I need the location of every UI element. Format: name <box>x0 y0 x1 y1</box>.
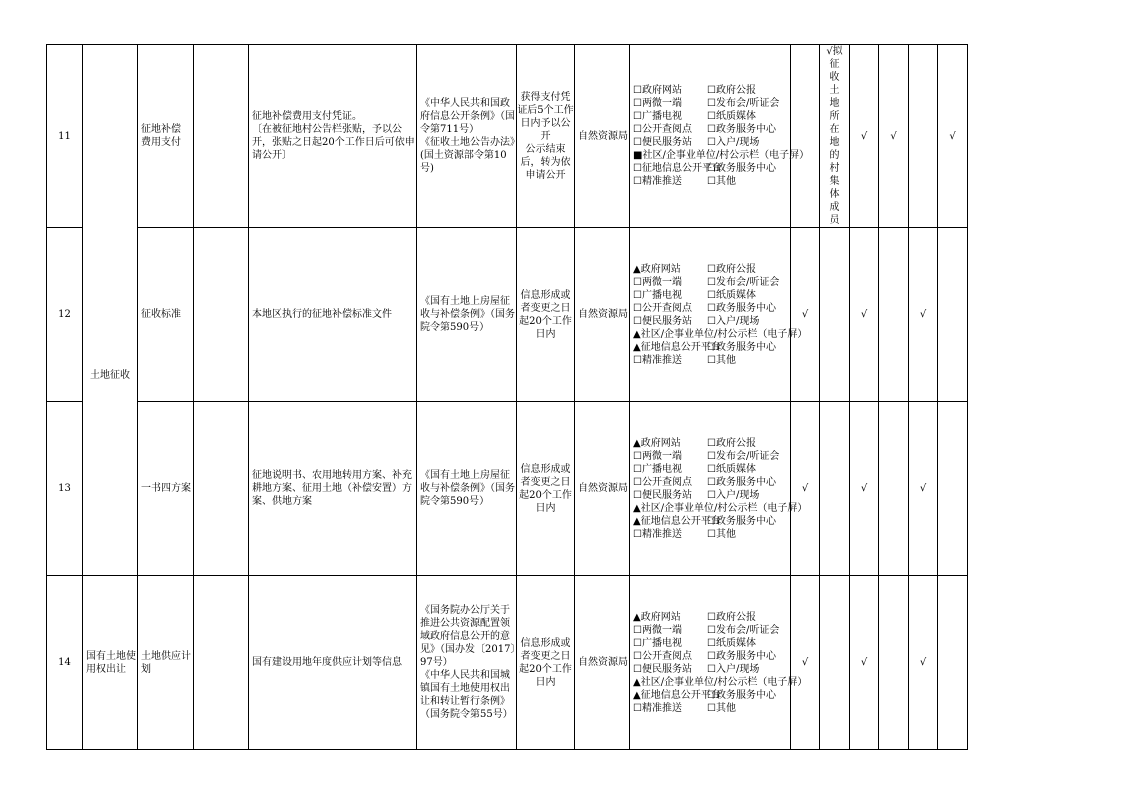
empty-cell <box>194 402 249 576</box>
channels-cell <box>630 402 808 576</box>
channel-item: ☐精准推送 <box>633 176 682 187</box>
channel-item: ☐精准推送 <box>633 354 682 366</box>
channel-item: ☐广播电视 <box>633 463 682 475</box>
main-category-cell: 土地征收 <box>83 45 138 576</box>
table-row <box>47 402 968 576</box>
channel-item: ☐政府公报 <box>707 263 756 275</box>
disclosure-table <box>46 44 968 750</box>
subject-cell: 自然资源局 <box>575 402 630 576</box>
mark-cell-6 <box>938 228 968 402</box>
time-limit-cell: 获得支付凭证后5个工作日内予以公开 公示结束后，转为依申请公开 <box>517 45 575 228</box>
channel-item: ☐广播电视 <box>633 111 682 122</box>
channel-item: ☐两微一端 <box>633 450 682 462</box>
time-limit-cell: 信息形成或者变更之日起20个工作日内 <box>517 228 575 402</box>
channel-item: ▲政府网站 <box>633 437 681 449</box>
channel-item: ☐政务服务中心 <box>707 341 776 353</box>
channel-item: ☐入户/现场 <box>707 137 760 148</box>
mark-cell-3: √ <box>850 402 879 576</box>
channel-item: ☐发布会/听证会 <box>707 624 780 636</box>
empty-cell <box>194 45 249 228</box>
channel-item: ☐广播电视 <box>633 637 682 649</box>
sub-category-cell: 土地供应计划 <box>138 576 194 750</box>
subject-cell: 自然资源局 <box>575 576 630 750</box>
channel-item: ☐精准推送 <box>633 528 682 540</box>
basis-cell: 《国有土地上房屋征收与补偿条例》（国务院令第590号） <box>417 228 517 402</box>
channel-item: ☐便民服务站 <box>633 489 692 501</box>
channel-item: ▲政府网站 <box>633 263 681 275</box>
subject-cell: 自然资源局 <box>575 228 630 402</box>
basis-cell: 《中华人民共和国政府信息公开条例》（国令第711号） 《征收土地公告办法》(国土资源部令第10号) <box>417 45 517 228</box>
main-category-cell: 国有土地使用权出让 <box>83 576 138 750</box>
mark-cell-2 <box>820 402 850 576</box>
channel-item: ☐公开查阅点 <box>633 476 692 488</box>
channel-item: ☐纸质媒体 <box>707 637 756 649</box>
channel-item: ☐政务服务中心 <box>707 515 776 527</box>
basis-cell: 《国有土地上房屋征收与补偿条例》（国务院令第590号） <box>417 402 517 576</box>
channel-item: ☐便民服务站 <box>633 137 692 148</box>
mark-cell-3: √ <box>850 45 879 228</box>
channel-item: ▲征地信息公开平台 <box>633 515 721 527</box>
time-limit-cell: 信息形成或者变更之日起20个工作日内 <box>517 576 575 750</box>
channel-item: ☐发布会/听证会 <box>707 98 780 109</box>
channel-item: ☐政府公报 <box>707 437 756 449</box>
mark-cell-5: √ <box>909 228 938 402</box>
channel-item: ☐两微一端 <box>633 98 682 109</box>
channel-item: ☐政务服务中心 <box>707 689 776 701</box>
channel-item: ☐发布会/听证会 <box>707 276 780 288</box>
channels-list <box>630 611 808 715</box>
channel-item: ☐入户/现场 <box>707 315 760 327</box>
channel-item: ☐公开查阅点 <box>633 124 692 135</box>
channel-item: ☐入户/现场 <box>707 489 760 501</box>
content-cell: 本地区执行的征地补偿标准文件 <box>249 228 417 402</box>
channel-item: ☐两微一端 <box>633 276 682 288</box>
row-number-cell: 13 <box>47 402 83 576</box>
mark-cell-4: √ <box>879 45 909 228</box>
channels-cell <box>630 45 810 228</box>
channel-item: ☐纸质媒体 <box>707 111 756 122</box>
channels-cell <box>630 576 808 750</box>
empty-cell <box>194 576 249 750</box>
channel-item: ▲政府网站 <box>633 611 681 623</box>
channels-list <box>630 263 808 367</box>
channels-list <box>630 84 810 188</box>
mark-cell-6: √ <box>938 45 968 228</box>
channel-item: ☐精准推送 <box>633 702 682 714</box>
row-number-cell: 12 <box>47 228 83 402</box>
channel-item: ▲征地信息公开平台 <box>633 341 721 353</box>
channel-item: ☐其他 <box>707 528 736 540</box>
mark-cell-1: √ <box>791 228 820 402</box>
sub-category-cell: 征地补偿 费用支付 <box>138 45 194 228</box>
channel-item: ☐纸质媒体 <box>707 463 756 475</box>
time-limit-cell: 信息形成或者变更之日起20个工作日内 <box>517 402 575 576</box>
mark-cell-2 <box>820 576 850 750</box>
mark-cell-3: √ <box>850 228 879 402</box>
channel-item: ☐公开查阅点 <box>633 650 692 662</box>
channel-item: ▲社区/企事业单位/村公示栏（电子屏） <box>633 502 808 514</box>
sub-category-cell: 征收标准 <box>138 228 194 402</box>
mark-cell-1 <box>791 45 820 228</box>
content-cell: 国有建设用地年度供应计划等信息 <box>249 576 417 750</box>
mark-cell-1: √ <box>791 402 820 576</box>
mark-cell-4 <box>879 402 909 576</box>
channel-item: ☐政务服务中心 <box>707 476 776 488</box>
channel-item: ☐两微一端 <box>633 624 682 636</box>
channel-item: ☐政府网站 <box>633 85 682 96</box>
table-row <box>47 228 968 402</box>
subject-cell: 自然资源局 <box>575 45 630 228</box>
channel-item: ■社区/企事业单位/村公示栏（电子屏） <box>633 150 810 161</box>
content-cell: 征地说明书、农用地转用方案、补充耕地方案、征用土地（补偿安置）方案、供地方案 <box>249 402 417 576</box>
channel-item: ☐征地信息公开平台 <box>633 163 722 174</box>
mark-cell-1: √ <box>791 576 820 750</box>
row-number-cell: 11 <box>47 45 83 228</box>
channel-item: ▲征地信息公开平台 <box>633 689 721 701</box>
channel-item: ☐政务服务中心 <box>707 163 776 174</box>
table-row <box>47 576 968 750</box>
mark-cell-6 <box>938 576 968 750</box>
row-number-cell: 14 <box>47 576 83 750</box>
channel-item: ▲社区/企事业单位/村公示栏（电子屏） <box>633 328 808 340</box>
mark-cell-4 <box>879 228 909 402</box>
channel-item: ▲社区/企事业单位/村公示栏（电子屏） <box>633 676 808 688</box>
channel-item: ☐发布会/听证会 <box>707 450 780 462</box>
channel-item: ☐其他 <box>707 176 736 187</box>
channel-item: ☐政务服务中心 <box>707 124 776 135</box>
sub-category-cell: 一书四方案 <box>138 402 194 576</box>
channels-cell <box>630 228 808 402</box>
mark-cell-2 <box>820 228 850 402</box>
channel-item: ☐政府公报 <box>707 85 756 96</box>
content-cell: 征地补偿费用支付凭证。 〔在被征地村公告栏张贴，予以公开，张贴之日起20个工作日后可依申请公开〕 <box>249 45 417 228</box>
channel-item: ☐便民服务站 <box>633 663 692 675</box>
channel-item: ☐政务服务中心 <box>707 650 776 662</box>
channel-item: ☐其他 <box>707 702 736 714</box>
mark-cell-3: √ <box>850 576 879 750</box>
channel-item: ☐广播电视 <box>633 289 682 301</box>
mark-cell-5 <box>909 45 938 228</box>
channel-item: ☐政务服务中心 <box>707 302 776 314</box>
mark-cell-2: √拟征收土地所在地的村集体成员 <box>820 45 850 228</box>
channel-item: ☐政府公报 <box>707 611 756 623</box>
mark-cell-6 <box>938 402 968 576</box>
channels-list <box>630 437 808 541</box>
channel-item: ☐公开查阅点 <box>633 302 692 314</box>
channel-item: ☐便民服务站 <box>633 315 692 327</box>
channel-item: ☐其他 <box>707 354 736 366</box>
table-row <box>47 45 968 228</box>
channel-item: ☐入户/现场 <box>707 663 760 675</box>
channel-item: ☐纸质媒体 <box>707 289 756 301</box>
mark-cell-5: √ <box>909 576 938 750</box>
mark-cell-5: √ <box>909 402 938 576</box>
empty-cell <box>194 228 249 402</box>
mark-cell-4 <box>879 576 909 750</box>
basis-cell: 《国务院办公厅关于推进公共资源配置领域政府信息公开的意见》（国办发〔2017〕97号） 《中华人民共和国城镇国有土地使用权出让和转让暂行条例》（国务院令第55号） <box>417 576 517 750</box>
